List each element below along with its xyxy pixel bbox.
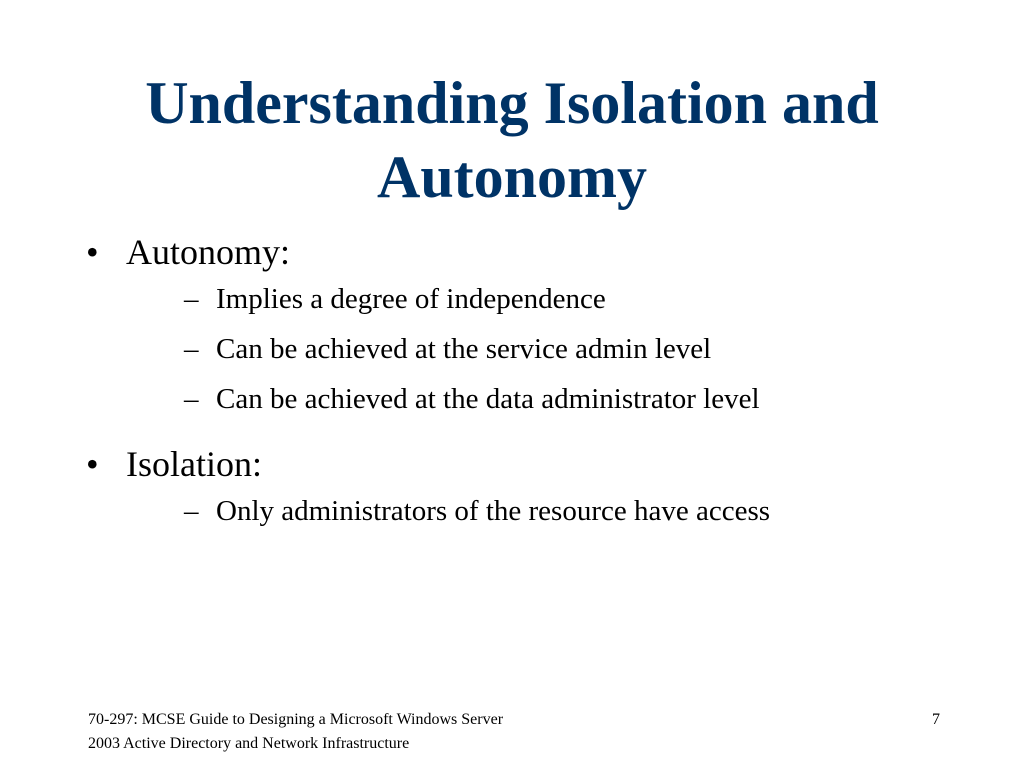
sub-bullet-list <box>126 488 960 548</box>
sub-bullet-text: Can be achieved at the data administrator level <box>216 383 760 415</box>
footer-line-1: 70-297: MCSE Guide to Designing a Microsoft Windows Server <box>88 711 504 728</box>
sub-bullet-text: Only administrators of the resource have access <box>216 495 771 527</box>
footer-line-2: 2003 Active Directory and Network Infrastructure <box>88 735 410 752</box>
sub-bullet-text: Can be achieved at the service admin level <box>216 333 712 365</box>
page-number: 7 <box>932 711 940 728</box>
bullet-text: Autonomy: <box>126 232 291 272</box>
bullet-list <box>80 228 960 552</box>
bullet-text: Isolation: <box>126 444 262 484</box>
slide-title <box>60 66 964 214</box>
sub-bullet-marker: – <box>184 333 199 365</box>
sub-bullet-item <box>126 282 960 316</box>
slide-title-line-1: Understanding Isolation and <box>145 70 879 136</box>
sub-bullet-marker: – <box>184 283 199 315</box>
bullet-isolation <box>80 440 960 548</box>
sub-bullet-item <box>126 382 960 416</box>
sub-bullet-item <box>126 494 960 528</box>
sub-bullet-marker: – <box>184 383 199 415</box>
sub-bullet-item <box>126 332 960 366</box>
slide-title-line-2: Autonomy <box>376 144 648 210</box>
bullet-autonomy <box>80 228 960 436</box>
bullet-marker: • <box>86 232 99 272</box>
bullet-marker: • <box>86 444 99 484</box>
sub-bullet-text: Implies a degree of independence <box>216 283 606 315</box>
sub-bullet-marker: – <box>184 495 199 527</box>
footer-text <box>88 708 648 756</box>
sub-bullet-list <box>126 276 960 436</box>
